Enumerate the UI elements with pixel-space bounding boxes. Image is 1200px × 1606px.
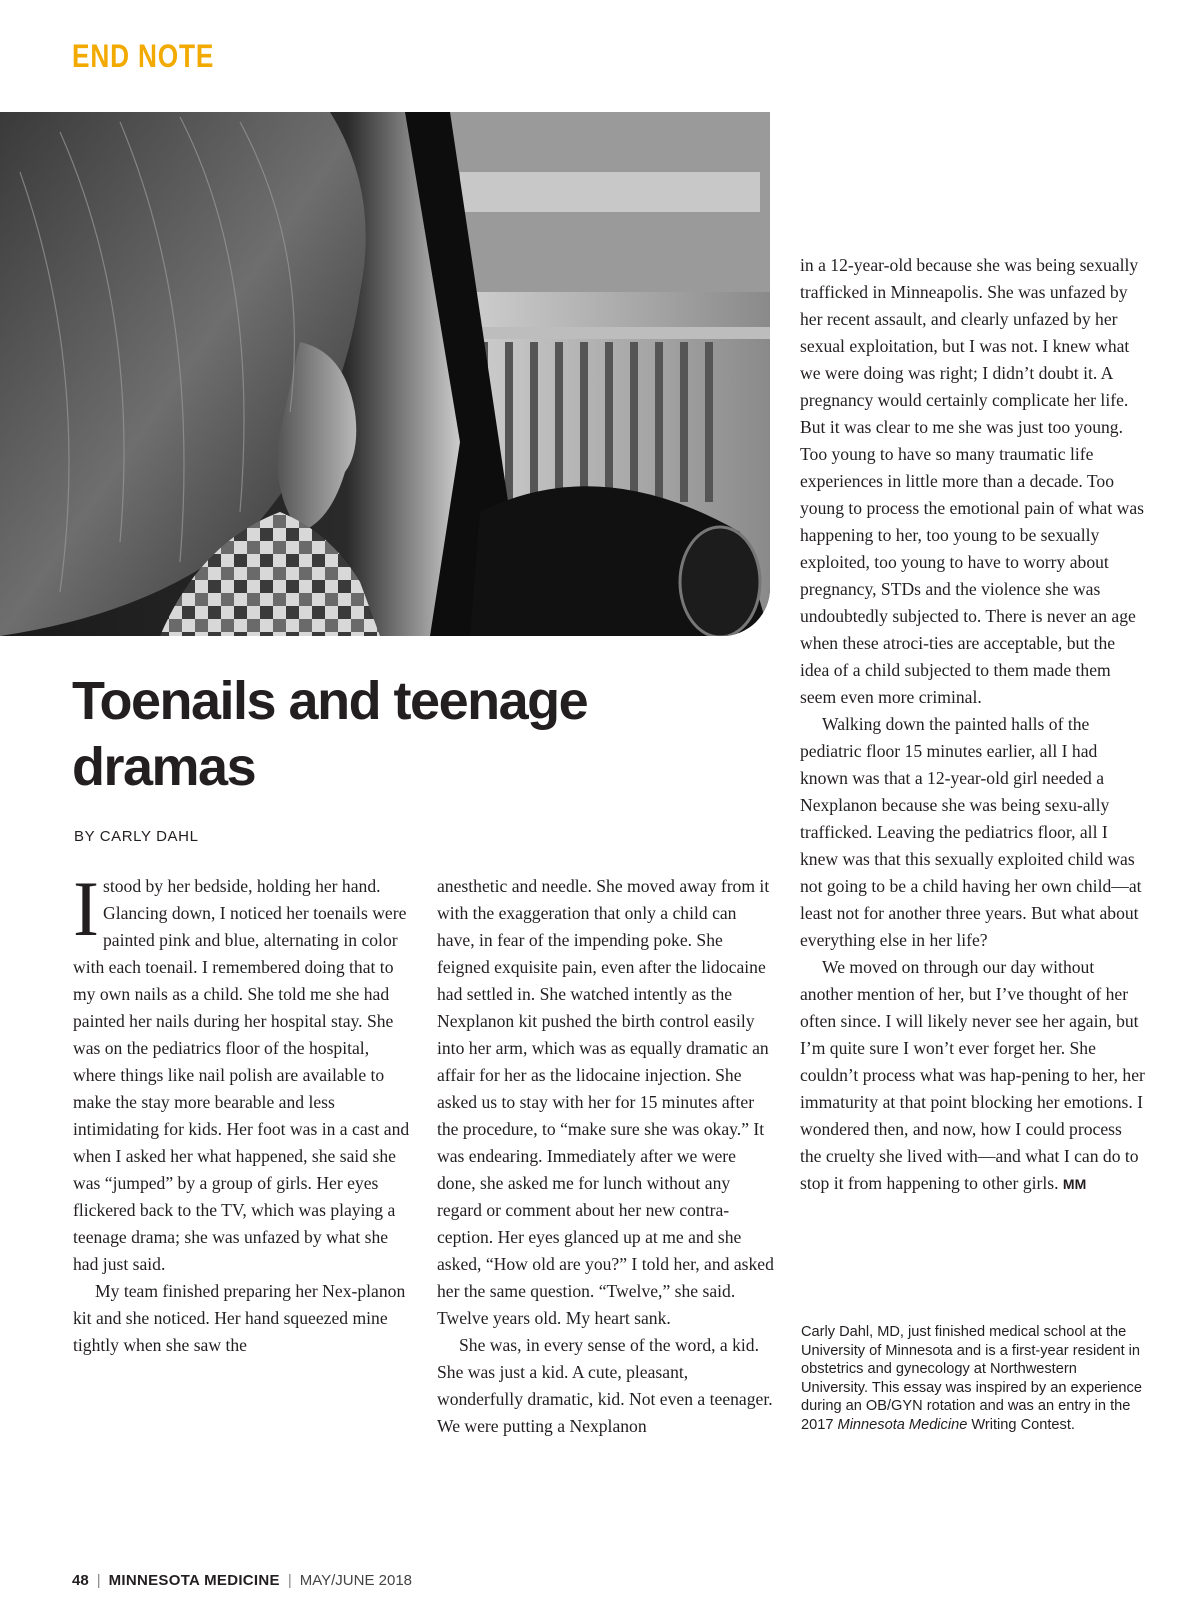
article-photo bbox=[0, 112, 770, 636]
paragraph: She was, in every sense of the word, a kid. She was just a kid. A cute, pleasant, wonderfully dramatic, kid. Not even a teenager. We were putting a Nexplanon bbox=[437, 1335, 773, 1436]
page-number: 48 bbox=[72, 1572, 89, 1589]
publication-name: Minnesota Medicine bbox=[837, 1416, 968, 1433]
author-bio: Carly Dahl, MD, just finished medical school at the University of Minnesota and is a first-year resident in obstetrics and gynecology at Northwestern University. This essay was inspired by an experience during an OB/GYN rotation and was an entry in the 2017 Minnesota Medicine Writing Contest. bbox=[801, 1324, 1142, 1433]
footer-separator: | bbox=[287, 1572, 292, 1589]
issue-date: MAY/JUNE 2018 bbox=[299, 1572, 413, 1589]
article-title: Toenails and teenage dramas bbox=[72, 671, 588, 797]
article-column-2 bbox=[437, 873, 777, 1440]
article-column-3 bbox=[800, 252, 1145, 1198]
paragraph: Istood by her bedside, holding her hand. Glancing down, I noticed her toenails were painted pink and blue, alternating in color with each toenail. I remembered doing that to my own nails as a child. She told me she had painted her nails during her hospital stay. She was on the pediatrics floor of the hospital, where things like nail polish are available to make the stay more bearable and less intimidating for kids. Her foot was in a cast and when I asked her what happened, she said she was “jumped” by a group of girls. Her eyes flickered back to the TV, which was playing a teenage drama; she was unfazed by what she had just said. bbox=[73, 865, 410, 1274]
paragraph: anesthetic and needle. She moved away from it with the exaggeration that only a child can have, in fear of the impending poke. She feigned exquisite pain, even after the lidocaine had settled in. She watched intently as the Nexplanon kit pushed the birth control easily into her arm, which was as equally dramatic an affair for her as the lidocaine injection. She asked us to stay with her for 15 minutes after the procedure, to “make sure she was okay.” It was endearing. Immediately after we were done, she asked me for lunch without any regard or comment about her new contra-ception. Her eyes glanced up at me and she asked, “How old are you?” I told her, and asked her the same question. “Twelve,” she said. Twelve years old. My heart sank. bbox=[437, 876, 774, 1328]
page-footer bbox=[72, 1572, 412, 1589]
paragraph: Walking down the painted halls of the pediatric floor 15 minutes earlier, all I had known was that a 12-year-old girl needed a Nexplanon because she was being sexu-ally trafficked. Leaving the pediatrics floor, all I knew was that this sexually exploited child was not going to be a child having her own child—at least not for another three years. But what about everything else in her life? bbox=[800, 714, 1142, 950]
paragraph: in a 12-year-old because she was being sexually trafficked in Minneapolis. She was unfazed by her recent assault, and clearly unfazed by her sexual exploitation, but I was not. I knew what we were doing was right; I didn’t doubt it. A pregnancy would certainly complicate her life. But it was clear to me she was just too young. Too young to have so many traumatic life experiences in little more than a decade. Too young to process the emotional pain of what was happening to her, too young to be sexually exploited, too young to have to worry about pregnancy, STDs and the violence she was undoubtedly subjected to. There is never an age when these atroci-ties are acceptable, but the idea of a child subjected to them made them seem even more criminal. bbox=[800, 255, 1144, 707]
paragraph: We moved on through our day without another mention of her, but I’ve thought of her often since. I will likely never see her again, but I’m quite sure I won’t ever forget her. She couldn’t process what was hap-pening to her, her immaturity at that point blocking her emotions. I wondered then, and now, how I could process the cruelty she lived with—and what I can do to stop it from happening to other girls. MM bbox=[800, 957, 1145, 1193]
drop-cap: I bbox=[73, 865, 99, 952]
publication-title: MINNESOTA MEDICINE bbox=[108, 1572, 280, 1589]
byline: BY CARLY DAHL bbox=[74, 828, 199, 845]
paragraph: My team finished preparing her Nex-planon kit and she noticed. Her hand squeezed mine tightly when she saw the bbox=[73, 1281, 406, 1355]
end-mark: MM bbox=[1062, 1176, 1087, 1192]
footer-separator: | bbox=[96, 1572, 101, 1589]
section-label: END NOTE bbox=[72, 38, 215, 74]
article-column-1 bbox=[73, 865, 413, 1359]
